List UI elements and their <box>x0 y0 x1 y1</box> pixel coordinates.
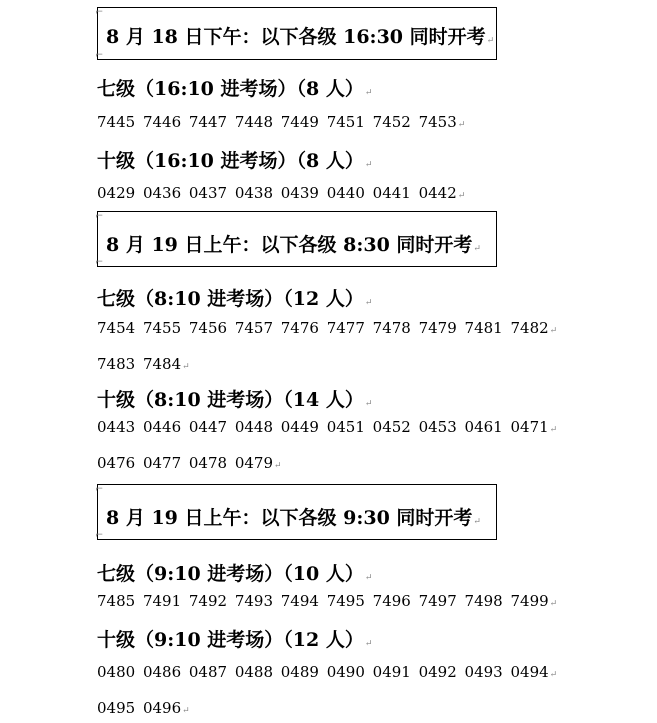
candidate-numbers: 7485 7491 7492 7493 7494 7495 7496 7497 7498 7499↵ <box>97 592 558 610</box>
group-heading: 七级（16:10 进考场）（8 人）↵ <box>97 78 373 100</box>
text-boundary-mark: ⌐ <box>95 530 104 541</box>
group-heading: 七级（9:10 进考场）（10 人）↵ <box>97 563 373 585</box>
candidate-numbers: 7445 7446 7447 7448 7449 7451 7452 7453↵ <box>97 113 466 131</box>
session-header-box <box>97 484 497 540</box>
session-header: 8 月 19 日上午：以下各级 8:30 同时开考↵ <box>106 234 481 256</box>
group-heading: 十级（16:10 进考场）（8 人）↵ <box>97 150 373 172</box>
candidate-numbers: 0495 0496↵ <box>97 699 190 717</box>
candidate-numbers: 7454 7455 7456 7457 7476 7477 7478 7479 7481 7482↵ <box>97 319 558 337</box>
candidate-numbers: 0443 0446 0447 0448 0449 0451 0452 0453 0461 0471↵ <box>97 418 558 436</box>
session-header: 8 月 19 日上午：以下各级 9:30 同时开考↵ <box>106 507 481 529</box>
candidate-numbers: 0429 0436 0437 0438 0439 0440 0441 0442↵ <box>97 184 466 202</box>
candidate-numbers: 0476 0477 0478 0479↵ <box>97 454 282 472</box>
session-header: 8 月 18 日下午：以下各级 16:30 同时开考↵ <box>106 26 495 48</box>
session-header-box <box>97 7 497 60</box>
text-boundary-mark: ⌐ <box>95 484 104 495</box>
group-heading: 十级（8:10 进考场）（14 人）↵ <box>97 389 373 411</box>
text-boundary-mark: ⌐ <box>95 211 104 222</box>
candidate-numbers: 0480 0486 0487 0488 0489 0490 0491 0492 0493 0494↵ <box>97 663 558 681</box>
text-boundary-mark: ⌐ <box>95 7 104 18</box>
text-boundary-mark: ⌐ <box>95 50 104 61</box>
session-header-box <box>97 211 497 267</box>
group-heading: 十级（9:10 进考场）（12 人）↵ <box>97 629 373 651</box>
group-heading: 七级（8:10 进考场）（12 人）↵ <box>97 288 373 310</box>
text-boundary-mark: ⌐ <box>95 257 104 268</box>
candidate-numbers: 7483 7484↵ <box>97 355 190 373</box>
